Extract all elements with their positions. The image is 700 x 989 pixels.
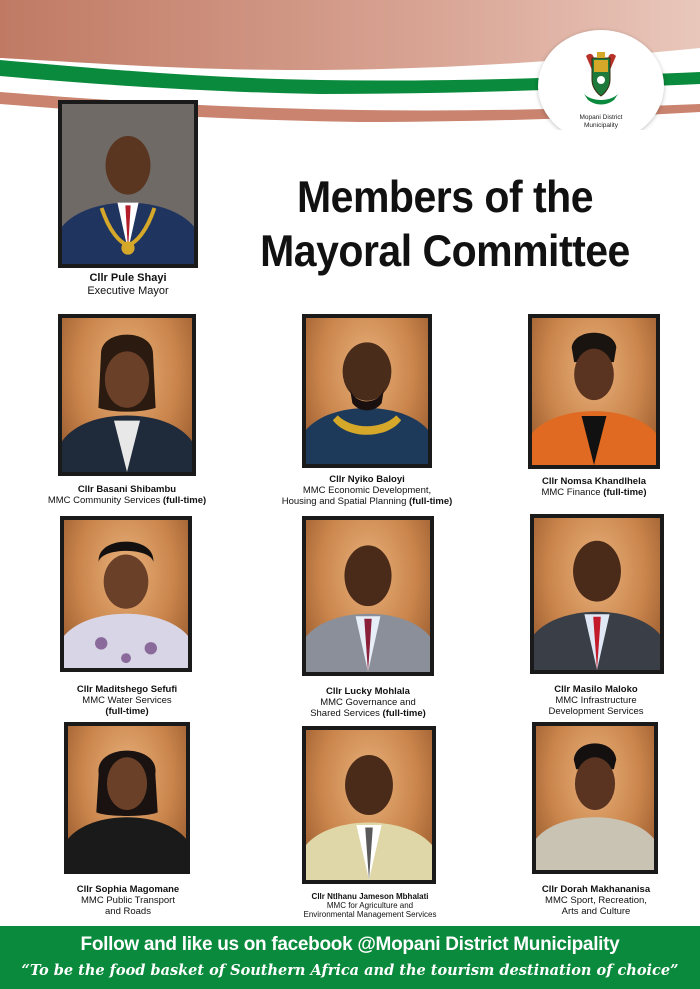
member-caption-3 [508,476,680,498]
member-name: Cllr Basani Shibambu [77,484,177,495]
member-role: MMC Governance and [320,697,416,708]
person-silhouette-icon [68,726,186,870]
coat-of-arms-icon [578,50,624,108]
mayor-role: Executive Mayor [87,285,169,297]
member-caption-6 [508,684,684,717]
member-name: Cllr Lucky Mohlala [326,686,410,697]
member-name: Cllr Masilo Maloko [554,684,638,695]
title-line1: Members of the [297,172,593,222]
member-name: Cllr Sophia Magomane [76,884,180,895]
mayor-caption [40,272,216,298]
member-name: Cllr Maditshego Sefufi [76,684,178,695]
member-role-line2: Shared Services (full-time) [310,708,426,719]
vision-tagline: “To be the food basket of Southern Africa and the tourism destination of choice” [21,962,679,979]
member-role: MMC Sport, Recreation, [545,895,647,906]
member-portrait [302,726,436,884]
logo-caption-line1: Mopani District [579,114,623,121]
member-name: Cllr Dorah Makhananisa [541,884,651,895]
member-portrait [64,722,190,874]
member-name: Cllr Ntlhanu Jameson Mbhalati [311,892,429,901]
member-portrait [528,314,660,469]
member-role-line2: Housing and Spatial Planning (full-time) [281,496,453,507]
member-portrait [302,516,434,676]
member-caption-2 [260,474,474,507]
member-role-line2: Development Services [548,706,644,717]
mayor-name: Cllr Pule Shayi [89,272,167,284]
member-role: MMC Public Transport [81,895,175,906]
member-caption-1 [36,484,218,506]
member-role: MMC Water Services [82,695,172,706]
person-silhouette-icon [64,520,188,668]
person-silhouette-icon [306,318,428,464]
member-portrait [58,314,196,476]
person-silhouette-icon [62,318,192,472]
member-caption-7 [40,884,216,917]
footer-banner [0,926,700,989]
member-role: MMC Community Services (full-time) [47,495,207,506]
person-silhouette-icon [536,726,654,870]
member-role-line2: Environmental Management Services [303,910,437,919]
person-silhouette-icon [62,104,194,264]
person-silhouette-icon [306,730,432,880]
logo-caption [538,114,664,130]
logo-caption-line2: Municipality [584,122,618,129]
person-silhouette-icon [534,518,660,670]
member-name: Cllr Nomsa Khandlhela [542,476,646,487]
person-silhouette-icon [532,318,656,465]
member-portrait [60,516,192,672]
member-role: MMC Finance (full-time) [541,487,647,498]
member-portrait [532,722,658,874]
person-silhouette-icon [306,520,430,672]
member-caption-8 [270,892,470,919]
mayor-portrait [58,100,198,268]
member-caption-9 [508,884,684,917]
member-portrait [530,514,664,674]
page-title [252,170,638,278]
member-role: MMC for Agriculture and [326,901,414,910]
facebook-callout: Follow and like us on facebook @Mopani District Municipality [80,934,620,955]
member-role: MMC Infrastructure [555,695,637,706]
member-portrait [302,314,432,468]
member-role-line2: Arts and Culture [561,906,631,917]
member-caption-4 [36,684,218,717]
title-line2: Mayoral Committee [260,226,630,276]
member-caption-5 [274,686,462,719]
member-name: Cllr Nyiko Baloyi [329,474,405,485]
member-role-line2: and Roads [105,906,151,917]
member-role: MMC Economic Development, [302,485,432,496]
member-role-line2: (full-time) [105,706,149,717]
